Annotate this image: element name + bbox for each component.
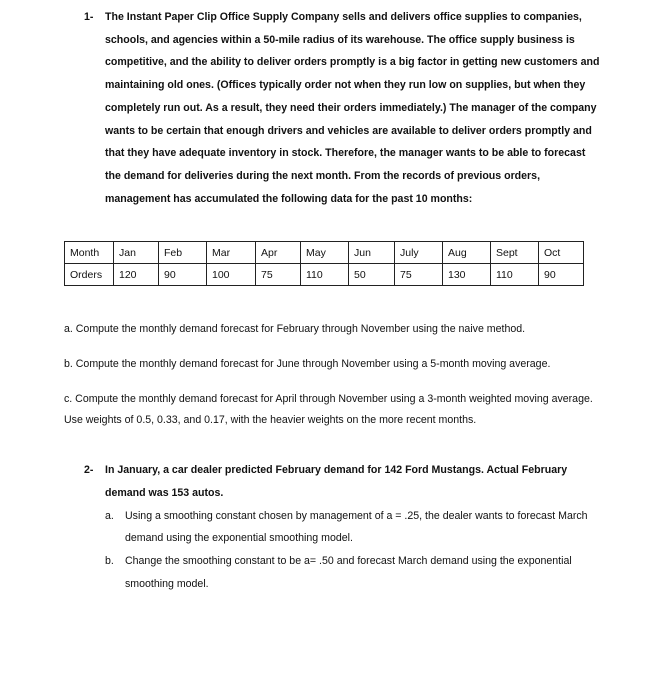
table-cell-month: Mar xyxy=(207,242,256,264)
table-cell-month: Jun xyxy=(349,242,395,264)
sub-b-label: b. xyxy=(105,555,114,568)
table-header-month: Month xyxy=(65,242,114,264)
table-cell-orders: 130 xyxy=(443,264,491,286)
sub-a-text: Using a smoothing constant chosen by management of a = .25, the dealer wants to forecast March demand using the exponential smoothing model. xyxy=(125,509,588,545)
table-cell-orders: 110 xyxy=(491,264,539,286)
table-cell-orders: 50 xyxy=(349,264,395,286)
table-cell-month: July xyxy=(395,242,443,264)
table-cell-orders: 120 xyxy=(114,264,159,286)
sub-b-text: Change the smoothing constant to be a= .50 and forecast March demand using the exponential smoothing model. xyxy=(125,555,572,590)
orders-table xyxy=(64,241,584,286)
problem-2 xyxy=(84,459,604,596)
table-cell-orders: 75 xyxy=(395,264,443,286)
table-cell-month: Oct xyxy=(539,242,584,264)
sub-a-label: a. xyxy=(105,509,114,522)
problem-1-parts xyxy=(64,319,604,432)
table-row-month xyxy=(65,242,584,264)
table-cell-orders: 110 xyxy=(301,264,349,286)
part-a: a. Compute the monthly demand forecast for February through November using the naive method. xyxy=(64,323,526,335)
table-cell-orders: 100 xyxy=(207,264,256,286)
table-cell-orders: 90 xyxy=(159,264,207,286)
problem-2-sub-b xyxy=(105,550,604,596)
table-cell-month: Sept xyxy=(491,242,539,264)
problem-1 xyxy=(84,6,604,210)
table-header-orders: Orders xyxy=(65,264,114,286)
problem-1-number: 1- xyxy=(84,11,94,23)
table-row-orders xyxy=(65,264,584,286)
problem-1-text: The Instant Paper Clip Office Supply Company sells and delivers office supplies to companies, schools, and agencies within a 50-mile radius of its warehouse. The office supply business is competitive, and the ability to deliver orders promptly is a big factor in getting new customers and maintaining old ones. (Offices typically order not when they run low on supplies, but when they completely run out. As a result, they need their orders immediately.) The manager of the company wants to be certain that enough drivers and vehicles are available to deliver orders promptly and that they have adequate inventory in stock. Therefore, the manager wants to be able to forecast the demand for deliveries during the next month. From the records of previous orders, management has accumulated the following data for the past 10 months: xyxy=(105,11,600,205)
problem-2-number: 2- xyxy=(84,464,94,476)
table-cell-month: Feb xyxy=(159,242,207,264)
problem-2-sub-a xyxy=(105,505,604,551)
table-cell-month: May xyxy=(301,242,349,264)
table-cell-month: Apr xyxy=(256,242,301,264)
table-cell-orders: 75 xyxy=(256,264,301,286)
table-cell-month: Jan xyxy=(114,242,159,264)
table-cell-month: Aug xyxy=(443,242,491,264)
part-c: c. Compute the monthly demand forecast for April through November using a 3-month weighted moving average. Use weights of 0.5, 0.33, and 0.17, with the heavier weights on the more recent months. xyxy=(64,392,593,427)
problem-2-stem: In January, a car dealer predicted February demand for 142 Ford Mustangs. Actual February demand was 153 autos. xyxy=(105,464,568,499)
part-b: b. Compute the monthly demand forecast for June through November using a 5-month moving average. xyxy=(64,357,551,370)
table-cell-orders: 90 xyxy=(539,264,584,286)
